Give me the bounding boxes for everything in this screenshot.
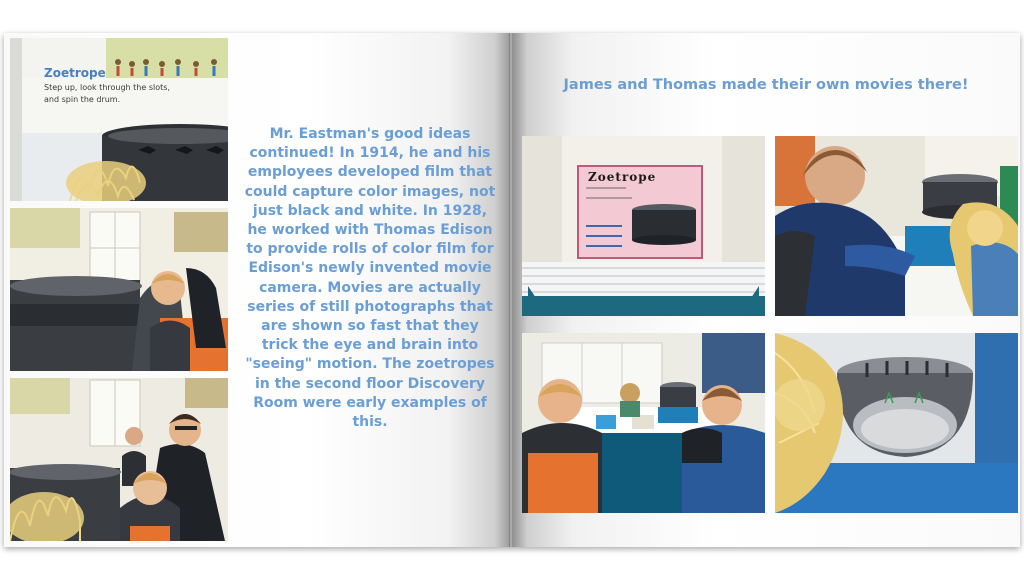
photo-zoetrope-sign-image	[10, 38, 228, 201]
photo-pink-zoetrope-sign-image	[522, 136, 765, 316]
photo-boy-with-plush-image	[775, 136, 1018, 316]
photo-two-boys-at-table	[522, 333, 765, 513]
photo-plush-at-drum	[775, 333, 1018, 513]
photo-boys-and-adult-image	[10, 378, 228, 541]
left-page	[4, 33, 510, 547]
story-text: Mr. Eastman's good ideas continued! In 1914, he and his employees developed film that could capture color images, not just black and white. In 1928, he worked with Thomas Edison to provide rolls of color film for Edison's newly invented movie camera. Movies are actually series of still photographs that are shown so fast that they trick the eye and brain into "seeing" motion. The zoetropes in the second floor Discovery Room were early examples of this.	[244, 126, 496, 431]
photo-plush-at-drum-image	[775, 333, 1018, 513]
photo-zoetrope-sign	[10, 38, 228, 201]
photo-boy-with-plush	[775, 136, 1018, 316]
photo-boy-at-zoetrope	[10, 208, 228, 371]
pink-sign-title: Zoetrope	[588, 170, 657, 184]
zoetrope-sign-line2: and spin the drum.	[44, 95, 121, 104]
zoetrope-sign-line1: Step up, look through the slots,	[44, 83, 170, 92]
right-page-heading: James and Thomas made their own movies there!	[563, 77, 969, 93]
photo-boys-and-adult	[10, 378, 228, 541]
photo-two-boys-at-table-image	[522, 333, 765, 513]
photo-book-spread	[4, 33, 1020, 547]
right-page	[512, 33, 1020, 547]
photo-boy-at-zoetrope-image	[10, 208, 228, 371]
zoetrope-sign-title: Zoetrope	[44, 66, 106, 80]
photo-pink-zoetrope-sign	[522, 136, 765, 316]
